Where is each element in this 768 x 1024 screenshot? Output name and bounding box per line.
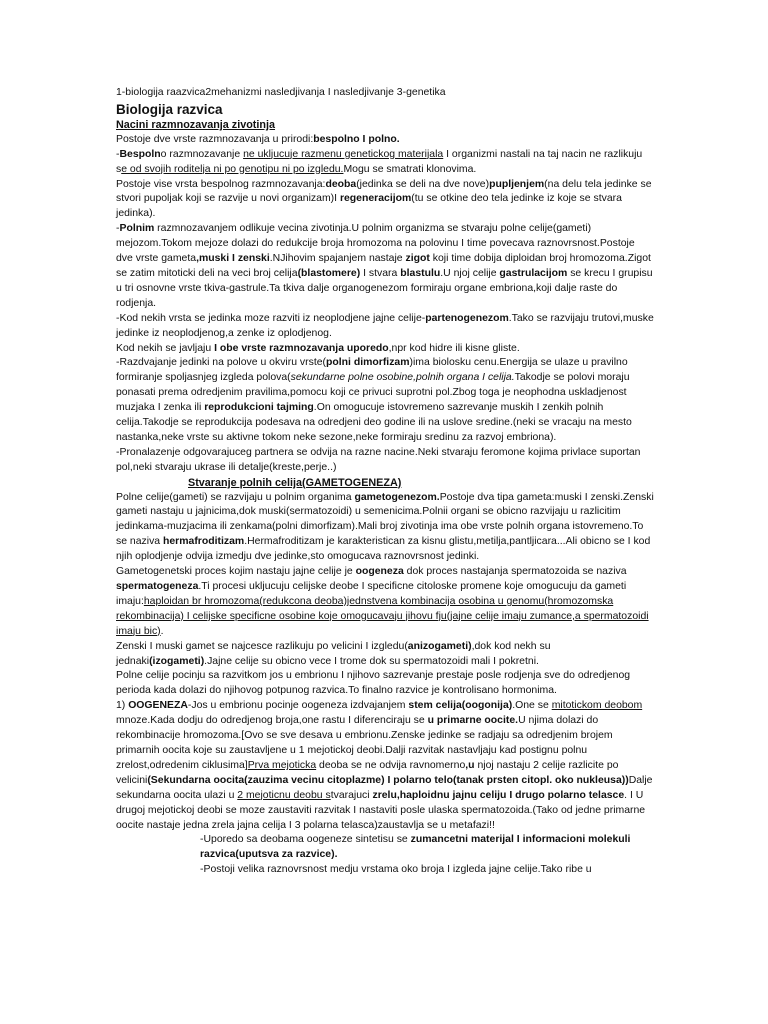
section-gametogenesis-body: [116, 491, 654, 834]
text-run: Zenski I muski gamet se najcesce razlikuju po velicini I izgledu(: [116, 640, 408, 652]
section-title-gametogenesis: Stvaranje polnih celija(GAMETOGENEZA): [188, 476, 402, 489]
text-run: 2 mejoticnu deobu s: [237, 789, 331, 801]
text-run: -Jos u embrionu pocinje oogeneza izdvajanjem: [187, 700, 409, 712]
paragraph: [116, 833, 654, 863]
text-run: .On omogucuje istovremeno sazrevanje muskih I zenkih polnih celija.Takodje se reprodukcija podesava na odredjeni deo godine ili na uslove sredine.(neki se vracaju na mesto nastanka,neke vrste su aktivne tokom neke sezone,neke formiraju sredinu za razvoj embriona).: [116, 402, 632, 443]
text-run: koji time dobija diploidan broj hromozoma.Zigot se zatim mitoticki deli na veci broj celija: [116, 253, 651, 279]
text-run: gastrulacijom: [499, 267, 568, 279]
text-run: u primarne oocite.: [427, 715, 519, 727]
text-run: mnoze.Kada dodju do odredjenog broja,one rastu I diferenciraju se: [116, 715, 428, 727]
text-run: blastulu: [400, 267, 441, 279]
text-run: Postoje dva tipa gameta:muski I zenski.Zenski gameti nastaju u jajnicima,dok muski(sermatozoidi) u semenicima.Polnii organi se obicno razvijaju u razlicitim jedinkama-muzjacima ili zenkama(polni dimorfizam).Mali broj zivotinja ima obe vrste polnih organa istovremeno.To se naziva: [116, 491, 654, 548]
text-run: Mogu se smatrati klonovima.: [343, 163, 477, 175]
text-run: 1): [116, 700, 129, 712]
text-run: .: [160, 625, 164, 637]
text-run: tvarajuci: [330, 789, 373, 801]
text-run: njoj nastaju 2 celije razlicite po velicini: [116, 759, 619, 786]
text-run: (na delu tela jedinke se stvori pupoljak koji se razvije u novi organizam)I: [116, 178, 652, 205]
text-run: I obe vrste razmnozavanja uporedo: [214, 342, 389, 354]
text-run: Polnim: [119, 223, 155, 235]
paragraph: [116, 133, 654, 148]
paragraph: [116, 148, 654, 178]
text-run: Bespoln: [119, 148, 161, 160]
text-run: Gametogenetski proces kojim nastaju jajne celije je: [116, 566, 356, 578]
text-run: (tu se otkine deo tela jedinke iz koje se stvara jedinka).: [116, 193, 622, 220]
paragraph: [116, 178, 654, 223]
text-run: dok proces nastajanja spermatozoida se naziva: [403, 566, 627, 578]
text-run: zrelu,haploidnu jajnu celiju I drugo polarno telasce: [372, 789, 625, 801]
text-run: regeneracijom: [339, 193, 412, 205]
text-run: mitotickom deobom: [551, 700, 643, 712]
text-run: stem celija(oogonija): [408, 700, 513, 712]
text-run: deoba: [325, 178, 357, 190]
header-line: 1-biologija raazvica2mehanizmi nasledjivanja I nasledjivanje 3-genetika: [116, 87, 446, 98]
text-run: .U njoj celije: [440, 267, 500, 279]
text-run: ,u: [465, 759, 475, 771]
text-run: sekundarne polne osobine,polnih organa I celija.: [290, 372, 515, 384]
text-run: .One se: [512, 700, 552, 712]
paragraph: [116, 491, 654, 566]
indented-notes: [116, 833, 654, 878]
text-run: .Hermafroditizam je karakteristican za kisnu glistu,metilja,pantljicara...Ali obicno se I kod njih oplodjenje odvija izmedju dve jedinke,sto omogucava raznovrsnost jedinki.: [116, 536, 651, 563]
paragraph: [116, 863, 654, 878]
text-run: Takodje se polovi moraju ponasati prema odredjenim pravilima,pomocu koji ce privuci suprotni pol.Zbog toga je neophodna uskladjenost muzjaka I zenka ili: [116, 372, 630, 414]
text-run: ne ukljucuje razmenu genetickog materijala: [243, 148, 444, 160]
paragraph: [116, 222, 654, 311]
text-run: (izogameti): [149, 655, 205, 667]
text-run: ,dok kod nekh su jednaki: [116, 640, 551, 667]
text-run: gametogenezom.: [354, 491, 440, 503]
text-run: I celijske specificne osobine koje omogucavaju jihovu fju(jajne celije imaju zumance,a spermatozoidi imaju bic): [116, 610, 649, 637]
text-run: Polne celije pocinju sa razvitkom jos u embrionu I njihovo sazrevanje prestaje posle rodjenja sve do odredjenog perioda kada dolazi do njihovog potpunog razvica.To finalno razvice je kontrolisano hormonima.: [116, 670, 631, 697]
text-run: o razmnozavanje: [160, 148, 244, 160]
text-run: e od svojih roditelja ni po genotipu ni po izgledu.: [121, 163, 344, 175]
text-run: ,npr kod hidre ili kisne gliste.: [388, 342, 520, 354]
paragraph: [116, 342, 654, 357]
text-run: bespolno I polno.: [313, 133, 400, 145]
text-run: . I U drugoj mejotickoj deobi se moze zaustaviti razvitak I nastaviti posle ulaska spermatozoida.(Tako od jedne primarne oocite nastaje jedna zrela jajna celija I 3 polarna telasca)zaustavlja se u metafazi!!: [116, 789, 646, 831]
text-run: -: [116, 223, 120, 235]
text-run: haploidan br hromozoma(redukcona deoba)jednstvena kombinacija osobina u genomu(hromozomska rekombinacija): [116, 595, 614, 622]
text-run: Prva mejoticka: [247, 759, 317, 771]
text-run: zigot: [405, 253, 430, 265]
text-run: -Kod nekih vrsta se jedinka moze razviti iz neoplodjene jajne celije-: [116, 312, 426, 324]
text-run: (blastomere): [297, 267, 361, 279]
text-run: zumancetni materijal I informacioni molekuli razvica(uputsva za razvice).: [200, 834, 631, 861]
text-run: se krecu I grupisu u tri osnovne vrste tkiva-gastrule.Ta tkiva dalje organogenezom formiraju organe embriona,koji dalje raste do rodjenja.: [116, 267, 653, 309]
text-run: pupljenjem: [489, 178, 545, 190]
text-run: .Ti procesi ukljucuju celijske deobe I specificne citoloske promene koje omogucuju da gameti imaju:: [116, 581, 627, 607]
text-run: -Razdvajanje jedinki na polove u okviru vrste(: [116, 357, 327, 369]
paragraph: [116, 446, 654, 476]
text-run: deoba se ne odvija ravnomerno: [316, 759, 466, 771]
text-run: .NJihovim spajanjem nastaje: [269, 253, 406, 265]
paragraph: [116, 312, 654, 342]
paragraph: [116, 640, 654, 670]
text-run: )ima biolosku cenu.Energija se ulaze u pravilno formiranje spoljasnjeg izgleda polova(: [116, 357, 628, 384]
text-run: .Tako se razvijaju trutovi,muske jedinke iz neoplodjenog,a zenke iz oplodjenog.: [116, 312, 654, 339]
paragraph: [116, 699, 654, 833]
text-run: (jedinka se deli na dve nove): [356, 178, 490, 190]
text-run: I organizmi nastali na taj nacin ne razlikuju s: [116, 148, 643, 175]
text-run: Postoje vise vrsta bespolnog razmnozavanja:: [116, 178, 326, 190]
text-run: Dalje sekundarna oocita ulazi u: [116, 774, 653, 801]
text-run: OOGENEZA: [128, 700, 188, 712]
paragraph: [116, 565, 654, 640]
text-run: Polne celije(gameti) se razvijaju u polnim organima: [116, 491, 355, 503]
text-run: Postoje dve vrste razmnozavanja u prirodi:: [116, 133, 314, 145]
text-run: ,muski I zenski: [196, 253, 270, 265]
text-run: Kod nekih se javljaju: [116, 342, 215, 354]
paragraph: [116, 356, 654, 445]
text-run: I stvara: [360, 267, 401, 279]
text-run: oogeneza: [355, 566, 404, 578]
text-run: (Sekundarna oocita(zauzima vecinu citoplazme) I polarno telo(tanak prsten citopl. oko nukleusa)): [147, 774, 629, 786]
text-run: -Postoji velika raznovrsnost medju vrstama oko broja I izgleda jajne celije.Tako ribe u: [200, 864, 592, 876]
text-run: .Jajne celije su obicno vece I trome dok su spermatozoidi mali I pokretni.: [204, 655, 539, 667]
paragraph: [116, 669, 654, 699]
document-page: [116, 86, 654, 878]
text-run: -Pronalazenje odgovarajuceg partnera se odvija na razne nacine.Neki stvaraju feromone kojima privlace suportan pol,neki stvaraju ukrase ili detalje(kreste,perje..): [116, 446, 641, 473]
page-title: Biologija razvica: [116, 101, 223, 117]
text-run: -: [116, 148, 120, 160]
text-run: spermatogeneza: [116, 581, 199, 592]
text-run: anizogameti): [407, 640, 472, 652]
text-run: razmnozavanjem odlikuje vecina zivotinja.U polnim organizma se stvaraju polne celije(gameti) mejozom.Tokom mejoze dolazi do redukcije broja hromozoma na polovinu I time povecava raznovrsnost.Postoje dve vrste gameta: [116, 223, 635, 265]
section-reproduction-body: [116, 133, 654, 476]
text-run: partenogenezom: [425, 312, 509, 324]
text-run: reprodukcioni tajming: [204, 402, 314, 414]
text-run: polni dimorfizam: [326, 357, 410, 369]
text-run: hermafroditizam: [163, 536, 245, 548]
text-run: U njima dolazi do rekombinacije hromozoma.[Ovo se sve desava u embrionu.Zenske jedinke se radjaju sa odredjenim brojem primarnih oocita koje su zaustavljene u 1 mejotickoj deobi.Dalji razvitak nastavljaju kad postignu polnu zrelost,odredenim ciklusima]: [116, 715, 613, 771]
text-run: -Uporedo sa deobama oogeneze sintetisu se: [200, 834, 411, 846]
section-title-reproduction: Nacini razmnozavanja zivotinja: [116, 118, 276, 131]
